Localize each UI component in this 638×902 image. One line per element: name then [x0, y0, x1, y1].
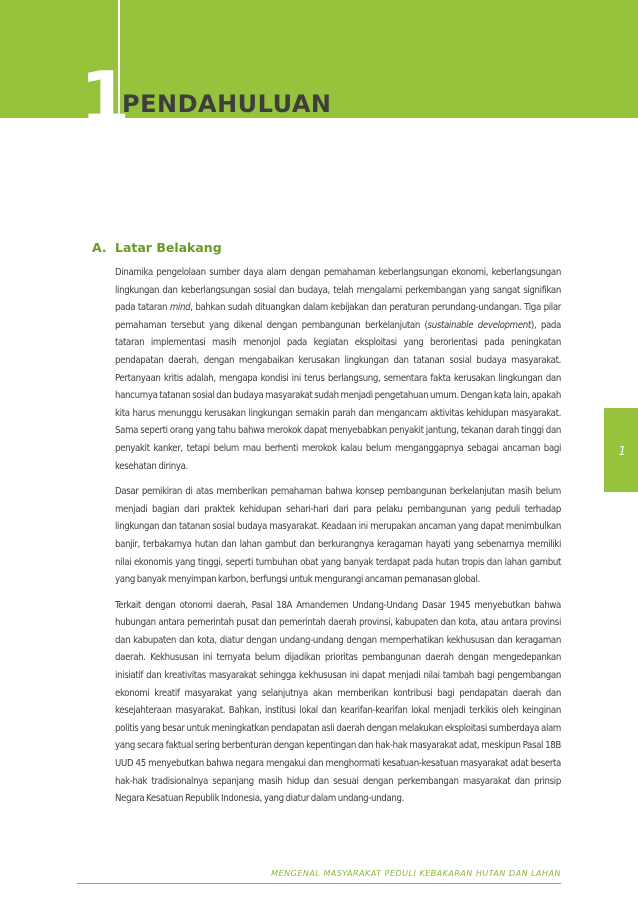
- body-text: [115, 264, 561, 816]
- paragraph-2: Dasar pemikiran di atas memberikan pemahaman bahwa konsep pembangunan berkelanjutan masih belum menjadi bagian dari praktek kehidupan sehari-hari dari para pelaku pembangunan yang peduli terhadap lingkungan dan tatanan sosial budaya masyarakat. Keadaan ini merupakan ancaman yang dapat menimbulkan banjir, terbakarnya hutan dan lahan gambut dan berkurangnya keragaman hayati yang sebenarnya memiliki nilai ekonomis yang tinggi, seperti tumbuhan obat yang banyak terdapat pada hutan tropis dan lahan gambut yang banyak menyimpan karbon, berfungsi untuk mengurangi ancaman pemanasan global.: [115, 486, 561, 586]
- section-letter: A.: [92, 240, 107, 255]
- term-sustainable-development: sustainable development: [427, 319, 531, 331]
- chapter-number: 1: [80, 56, 129, 140]
- term-mind: mind: [169, 302, 191, 314]
- section-title: Latar Belakang: [115, 240, 222, 255]
- footer-rule: [77, 883, 561, 884]
- paragraph-1: Dinamika pengelolaan sumber daya alam dengan pemahaman keberlangsungan ekonomi, keberlangsungan lingkungan dan keberlangsungan sosial dan budaya, telah mengalami perkembangan yang sangat signifikan pada tataran mind, bahkan sudah dituangkan dalam kebijakan dan peraturan perundang-undangan. Tiga pilar pemahaman tersebut yang dikenal dengan pembangunan berkelanjutan (sustainable development), pada tataran implementasi masih menonjol pada kegiatan eksploitasi yang berorientasi pada peningkatan pendapatan daerah, dengan mengabaikan kerusakan lingkungan dan tatanan sosial budaya masyarakat. Pertanyaan kritis adalah, mengapa kondisi ini terus berlangsung, sementara fakta kerusakan lingkungan dan hancurnya tatanan sosial dan budaya masyarakat sudah menjadi pengetahuan umum. Dengan kata lain, apakah kita harus menunggu kerusakan lingkungan semakin parah dan mengancam aktivitas kehidupan masyarakat. Sama seperti orang yang tahu bahwa merokok dapat menyebabkan penyakit jantung, tekanan darah tinggi dan penyakit kanker, tetapi belum mau berhenti merokok kalau belum menganggapnya sebagai ancaman bagi kesehatan dirinya.: [115, 267, 561, 472]
- paragraph-3: Terkait dengan otonomi daerah, Pasal 18A Amandemen Undang-Undang Dasar 1945 menyebutkan bahwa hubungan antara pemerintah pusat dan pemerintah daerah provinsi, kabupaten dan kota, atau antara provinsi dan kabupaten dan kota, diatur dengan undang-undang dengan memperhatikan kekhususan dan keragaman daerah. Kekhususan ini ternyata belum dijadikan prioritas pembangunan daerah dengan mengedepankan inisiatif dan kreativitas masyarakat sehingga kekhususan ini dapat menjadi nilai tambah bagi pengembangan ekonomi kreatif masyarakat yang selanjutnya akan memberikan kontribusi bagi pendapatan daerah dan kesejahteraan masyarakat. Bahkan, institusi lokal dan kearifan-kearifan lokal menjadi terkikis oleh keinginan politis yang besar untuk meningkatkan pendapatan asli daerah dengan melakukan eksploitasi sumberdaya alam yang secara faktual sering berbenturan dengan kepentingan dan hak-hak masyarakat adat, meskipun Pasal 18B UUD 45 menyebutkan bahwa negara mengakui dan menghormati kesatuan-kesatuan masyarakat adat beserta hak-hak tradisionalnya sepanjang masih hidup dan sesuai dengan perkembangan masyarakat dan prinsip Negara Kesatuan Republik Indonesia, yang diatur dalam undang-undang.: [115, 599, 561, 805]
- side-tab-number: 1: [618, 444, 626, 458]
- running-footer: MENGENAL MASYARAKAT PEDULI KEBAKARAN HUTAN DAN LAHAN: [271, 869, 561, 878]
- chapter-title: PENDAHULUAN: [122, 90, 332, 118]
